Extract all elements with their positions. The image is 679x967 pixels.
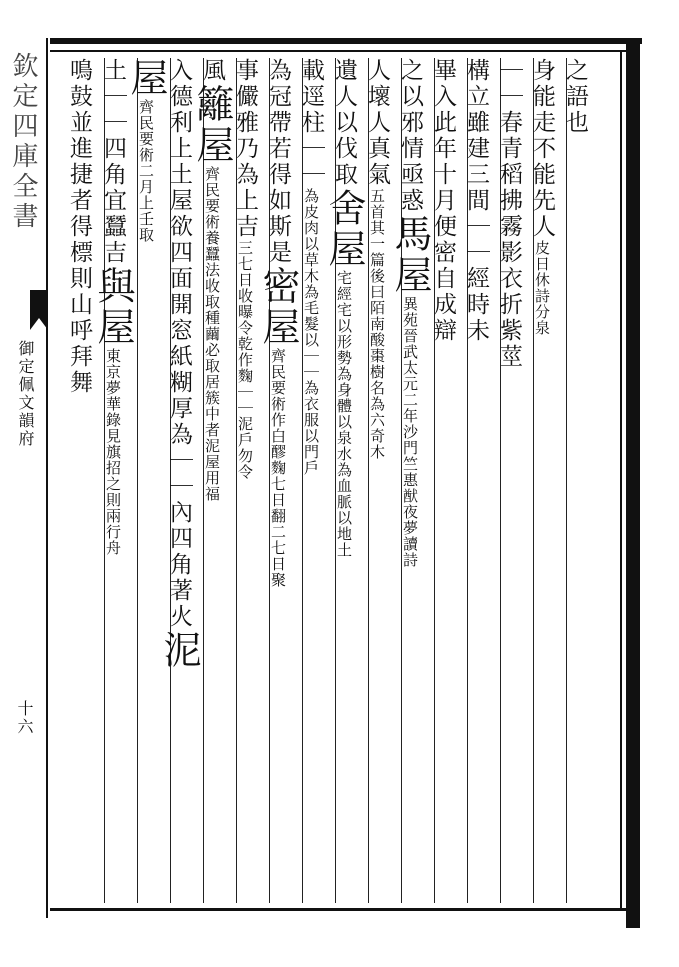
headword: 馬屋 bbox=[388, 214, 432, 296]
body-text: 也 bbox=[562, 110, 588, 136]
body-text: 構立雖建三間｜｜經時未 bbox=[463, 58, 489, 344]
book-title-margin: 欽定四庫全書 bbox=[8, 52, 38, 232]
text-column bbox=[232, 58, 270, 903]
headword: 密屋 bbox=[256, 266, 300, 348]
body-text: 人壞人真氣 bbox=[364, 58, 390, 188]
text-column bbox=[298, 58, 336, 903]
text-column bbox=[91, 58, 138, 903]
body-text: 之以邪情亟惑 bbox=[397, 58, 423, 214]
body-text: 德利上土屋欲四面開窓紙糊厚為｜｜內四角著火 bbox=[166, 84, 192, 630]
annotation-text: 齊民要術養蠶法收取種繭必取居簇中者泥屋用福 bbox=[203, 166, 221, 502]
text-column bbox=[124, 58, 171, 903]
text-column bbox=[66, 58, 104, 903]
body-text: 載逕柱｜｜ bbox=[298, 58, 324, 188]
frame-bottom-rule bbox=[50, 908, 630, 911]
annotation-text: 齊民要術作白醪麴七日翻二七日聚 bbox=[269, 348, 287, 588]
annotation-text: 為皮肉以草木為毛髮以｜｜為衣服以門戶 bbox=[302, 188, 320, 476]
headword: 泥 bbox=[157, 630, 201, 671]
annotation-text: 齊民要術二月上壬取 bbox=[137, 99, 155, 243]
frame-right-inner-rule bbox=[620, 52, 622, 910]
text-column bbox=[463, 58, 501, 903]
body-text: ｜｜春青稻拂霧影衣折紫莖 bbox=[496, 58, 522, 370]
body-text: 事儼雅乃為上吉 bbox=[232, 58, 258, 240]
body-text: 畢入此年十月便密自成辯 bbox=[430, 58, 456, 344]
page-number: 十六 bbox=[15, 700, 34, 736]
body-text: 土｜｜四角宜蠶吉 bbox=[100, 58, 126, 266]
text-column bbox=[256, 58, 303, 903]
text-column bbox=[364, 58, 402, 903]
annotation-text: 宅經宅以形勢為身體以泉水為血脈以地土 bbox=[335, 270, 353, 558]
book-subtitle-margin: 御定佩文韻府 bbox=[16, 340, 35, 448]
frame-right-rule bbox=[626, 38, 640, 928]
annotation-text: 皮日休詩分泉 bbox=[533, 240, 551, 336]
annotation-text: 異苑晉武太元二年沙門竺惠猷夜夢讀詩 bbox=[401, 296, 419, 568]
headword: 與屋 bbox=[91, 266, 135, 348]
body-text: 鳴鼓並進捷者得標則山呼拜舞 bbox=[66, 58, 92, 396]
text-column bbox=[190, 58, 237, 903]
frame-top-rule bbox=[50, 38, 642, 44]
body-text: 之語 bbox=[562, 58, 588, 110]
body-text: 身能走不能先人 bbox=[529, 58, 555, 240]
body-text: 為冠帶若得如斯是 bbox=[265, 58, 291, 266]
body-text: 風 bbox=[199, 58, 225, 84]
text-column bbox=[562, 58, 600, 903]
text-column bbox=[430, 58, 468, 903]
text-column bbox=[496, 58, 534, 903]
annotation-text: 五首其一篇後曰陌南酸棗樹名為六奇木 bbox=[368, 188, 386, 460]
headword: 籬屋 bbox=[190, 84, 234, 166]
text-column bbox=[529, 58, 567, 903]
annotation-text: 東京夢華錄見旗招之則兩行舟 bbox=[104, 348, 122, 556]
headword: 屋 bbox=[124, 58, 168, 99]
text-column bbox=[388, 58, 435, 903]
text-column bbox=[322, 58, 369, 903]
body-text: 遺人以伐取 bbox=[331, 58, 357, 188]
headword: 舍屋 bbox=[322, 188, 366, 270]
body-text: 入 bbox=[166, 58, 192, 84]
text-column bbox=[157, 58, 204, 903]
frame-top-inner-rule bbox=[50, 50, 630, 52]
annotation-text: 三七日收曝令乾作麴｜｜泥戶勿令 bbox=[236, 240, 254, 480]
